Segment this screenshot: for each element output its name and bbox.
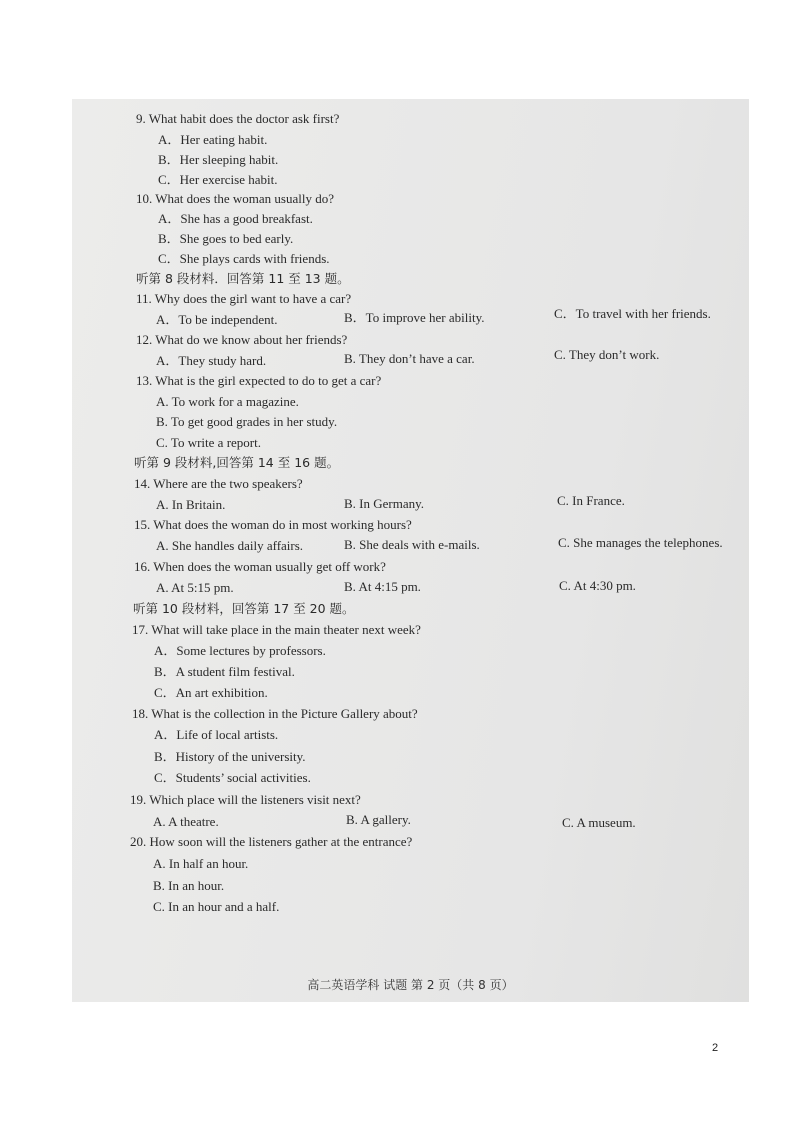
section-9-instruction: 听第 9 段材料,回答第 14 至 16 题。 <box>134 455 340 470</box>
question-13-option-b: B. To get good grades in her study. <box>156 414 338 429</box>
question-14-option-b: B. In Germany. <box>344 496 425 511</box>
question-19-option-a: A. A theatre. <box>153 814 219 829</box>
question-11-option-b: B．To improve her ability. <box>344 310 485 325</box>
question-12-stem: 12. What do we know about her friends? <box>136 332 348 347</box>
question-18-option-b: B．History of the university. <box>154 749 306 764</box>
question-17-option-a: A．Some lectures by professors. <box>154 643 326 658</box>
question-16-option-a: A. At 5:15 pm. <box>156 580 234 595</box>
question-10-option-a: A．She has a good breakfast. <box>158 211 313 226</box>
question-19-option-b: B. A gallery. <box>346 812 411 827</box>
question-14-option-a: A. In Britain. <box>156 497 226 512</box>
question-10-option-c: C．She plays cards with friends. <box>158 251 330 266</box>
question-18-option-c: C．Students’ social activities. <box>154 770 311 785</box>
question-11-option-c: C．To travel with her friends. <box>554 306 711 321</box>
question-20-option-c: C. In an hour and a half. <box>153 899 280 914</box>
question-9-option-a: A．Her eating habit. <box>158 132 268 147</box>
section-8-instruction: 听第 8 段材料．回答第 11 至 13 题。 <box>136 271 350 286</box>
question-15-option-b: B. She deals with e-mails. <box>344 537 480 552</box>
question-16-option-b: B. At 4:15 pm. <box>344 579 421 594</box>
question-12-option-b: B. They don’t have a car. <box>344 351 475 366</box>
page-footer: 高二英语学科 试题 第 2 页（共 8 页） <box>307 978 514 992</box>
question-15-option-a: A. She handles daily affairs. <box>156 538 304 553</box>
question-16-option-c: C. At 4:30 pm. <box>559 578 636 593</box>
question-9-option-c: C．Her exercise habit. <box>158 172 278 187</box>
question-20-option-b: B. In an hour. <box>153 878 225 893</box>
question-12-option-a: A．They study hard. <box>156 353 267 368</box>
question-14-option-c: C. In France. <box>557 493 625 508</box>
question-13-option-c: C. To write a report. <box>156 435 261 450</box>
question-20-option-a: A. In half an hour. <box>153 856 249 871</box>
question-13-stem: 13. What is the girl expected to do to get a car? <box>136 373 382 388</box>
question-13-option-a: A. To work for a magazine. <box>156 394 299 409</box>
question-10-option-b: B．She goes to bed early. <box>158 231 294 246</box>
question-20-stem: 20. How soon will the listeners gather at the entrance? <box>130 834 413 849</box>
question-18-stem: 18. What is the collection in the Picture Gallery about? <box>132 706 418 721</box>
page-number: 2 <box>712 1042 719 1054</box>
question-10-stem: 10. What does the woman usually do? <box>136 191 334 206</box>
question-15-stem: 15. What does the woman do in most working hours? <box>134 517 412 532</box>
question-11-stem: 11. Why does the girl want to have a car? <box>136 291 352 306</box>
question-15-option-c: C. She manages the telephones. <box>558 535 723 550</box>
question-11-option-a: A．To be independent. <box>156 312 278 327</box>
question-17-option-b: B．A student film festival. <box>154 664 295 679</box>
question-17-option-c: C．An art exhibition. <box>154 685 268 700</box>
question-19-option-c: C. A museum. <box>562 815 636 830</box>
question-17-stem: 17. What will take place in the main theater next week? <box>132 622 421 637</box>
exam-page-photo <box>72 99 749 1002</box>
question-14-stem: 14. Where are the two speakers? <box>134 476 303 491</box>
question-12-option-c: C. They don’t work. <box>554 347 660 362</box>
question-9-option-b: B．Her sleeping habit. <box>158 152 279 167</box>
question-18-option-a: A．Life of local artists. <box>154 727 279 742</box>
question-9-stem: 9. What habit does the doctor ask first? <box>136 111 340 126</box>
section-10-instruction: 听第 10 段材料，回答第 17 至 20 题。 <box>133 601 355 616</box>
question-16-stem: 16. When does the woman usually get off work? <box>134 559 386 574</box>
question-19-stem: 19. Which place will the listeners visit next? <box>130 792 361 807</box>
